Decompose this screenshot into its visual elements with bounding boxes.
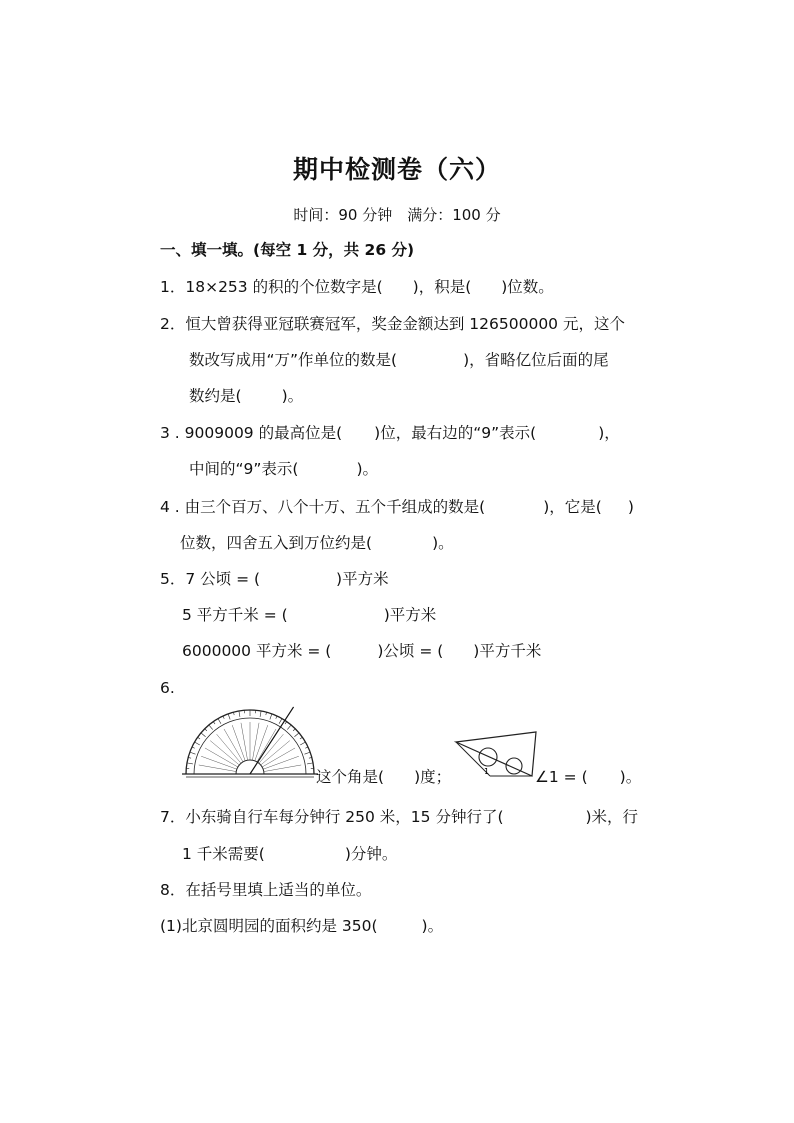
question-2-line-2: 数改写成用“万”作单位的数是( )，省略亿位后面的尾: [189, 351, 609, 369]
triangle-ruler-figure: [452, 730, 538, 778]
page-title: 期中检测卷（六）: [292, 155, 501, 184]
question-6-part-a: 这个角是( )度；: [316, 768, 452, 786]
question-7-line-1: 7．小东骑自行车每分钟行 250 米，15 分钟行了( )米，行: [160, 808, 639, 826]
question-3-line-2: 中间的“9”表示( )。: [189, 460, 379, 478]
protractor-figure: [180, 708, 320, 780]
question-1: 1．18×253 的积的个位数字是( )，积是( )位数。: [160, 278, 554, 296]
question-5-line-3: 6000000 平方米 = ( )公顷 = ( )平方千米: [182, 642, 542, 660]
question-6-number: 6.: [160, 679, 175, 697]
question-7-line-2: 1 千米需要( )分钟。: [182, 845, 398, 863]
protractor-icon: [182, 707, 318, 777]
triangle-ruler-icon: [456, 732, 536, 776]
question-5-line-2: 5 平方千米 = ( )平方米: [182, 606, 437, 624]
question-4-line-1: 4 . 由三个百万、八个十万、五个千组成的数是( )，它是( ): [160, 498, 634, 516]
question-8-heading: 8．在括号里填上适当的单位。: [160, 881, 372, 899]
question-4-line-2: 位数，四舍五入到万位约是( )。: [180, 534, 454, 552]
angle-label: 1: [484, 767, 490, 776]
exam-info: 时间：90 分钟 满分：100 分: [293, 206, 501, 224]
question-2-line-1: 2．恒大曾获得亚冠联赛冠军，奖金金额达到 126500000 元，这个: [160, 315, 625, 333]
question-3-line-1: 3 . 9009009 的最高位是( )位，最右边的“9”表示( )，: [160, 424, 620, 442]
section-heading: 一、填一填。(每空 1 分，共 26 分): [160, 241, 415, 259]
question-8-part-1: (1)北京圆明园的面积约是 350( )。: [160, 917, 444, 935]
question-2-line-3: 数约是( )。: [189, 387, 304, 405]
question-5-line-1: 5．7 公顷 = ( )平方米: [160, 570, 389, 588]
question-6-part-b: ∠1 = ( )。: [535, 768, 642, 786]
